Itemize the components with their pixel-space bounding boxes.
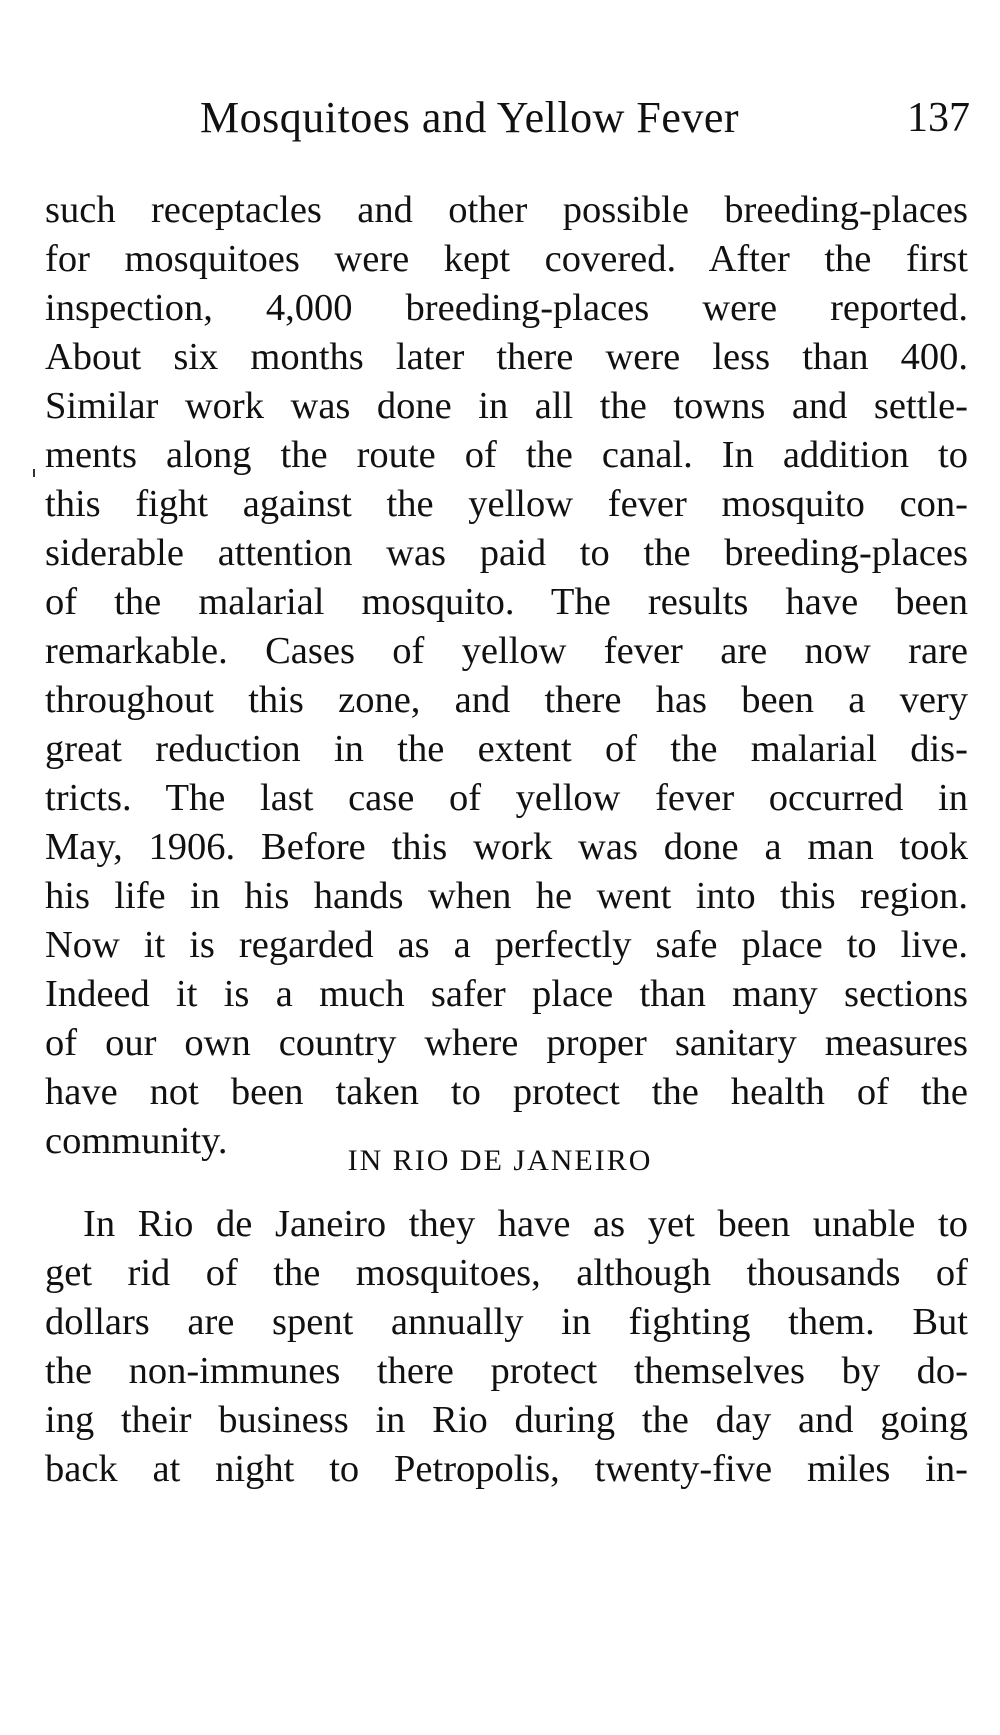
- text-line: remarkable. Cases of yellow fever are now rare: [45, 630, 968, 672]
- page-number: 137: [907, 95, 970, 141]
- text-line: community.: [45, 1120, 228, 1162]
- text-line: May, 1906. Before this work was done a man took: [45, 826, 968, 868]
- text-line: Indeed it is a much safer place than many sections: [45, 973, 968, 1015]
- text-line: the non-immunes there protect themselves by do-: [45, 1350, 968, 1392]
- text-line: back at night to Petropolis, twenty-five miles in-: [45, 1448, 968, 1490]
- running-head: [200, 92, 970, 152]
- text-line: his life in his hands when he went into this region.: [45, 875, 968, 917]
- text-line: ments along the route of the canal. In addition to: [45, 434, 968, 476]
- text-line: dollars are spent annually in fighting them. But: [45, 1301, 968, 1343]
- section-heading: IN RIO DE JANEIRO: [347, 1144, 653, 1177]
- text-line: Similar work was done in all the towns and settle-: [45, 385, 968, 427]
- text-line: tricts. The last case of yellow fever occurred in: [45, 777, 968, 819]
- text-line: throughout this zone, and there has been a very: [45, 679, 968, 721]
- margin-mark: [33, 469, 35, 477]
- running-title: Mosquitoes and Yellow Fever: [200, 93, 740, 142]
- text-line: of the malarial mosquito. The results have been: [45, 581, 968, 623]
- text-line: ing their business in Rio during the day and going: [45, 1399, 968, 1441]
- text-line: siderable attention was paid to the breeding-places: [45, 532, 968, 574]
- text-line: great reduction in the extent of the malarial dis-: [45, 728, 968, 770]
- text-line: of our own country where proper sanitary measures: [45, 1022, 968, 1064]
- text-line: inspection, 4,000 breeding-places were reported.: [45, 287, 968, 329]
- text-line: for mosquitoes were kept covered. After the first: [45, 238, 968, 280]
- text-line: have not been taken to protect the health of the: [45, 1071, 968, 1113]
- text-line: this fight against the yellow fever mosquito con-: [45, 483, 968, 525]
- paragraph-2: [45, 1200, 968, 1494]
- text-line: Now it is regarded as a perfectly safe place to live.: [45, 924, 968, 966]
- text-line: In Rio de Janeiro they have as yet been unable to: [83, 1203, 968, 1245]
- text-line: About six months later there were less than 400.: [45, 336, 968, 378]
- text-line: get rid of the mosquitoes, although thousands of: [45, 1252, 968, 1294]
- paragraph-1: [45, 186, 968, 1166]
- text-line: such receptacles and other possible breeding-places: [45, 189, 968, 231]
